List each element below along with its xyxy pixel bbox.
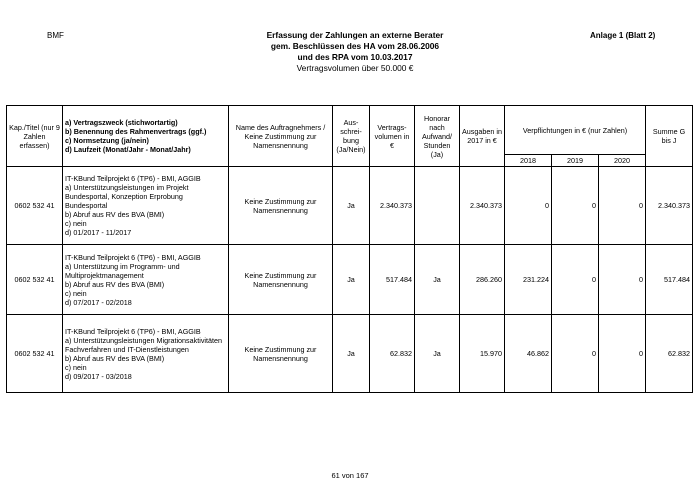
col-vertragszweck-header: [63, 106, 229, 167]
title-line-3: und des RPA vom 10.03.2017: [297, 52, 413, 62]
cell-2019: 0: [552, 167, 599, 245]
cell-volumen: 517.484: [370, 245, 415, 315]
ministry-label: BMF: [47, 31, 64, 40]
cell-desc: [63, 245, 229, 315]
desc-line: a) Unterstützung im Programm- und Multiprojektmanagement: [65, 261, 180, 280]
cell-ausgaben: 2.340.373: [460, 167, 505, 245]
table-row: [7, 245, 693, 315]
desc-line: d) 01/2017 - 11/2017: [65, 228, 132, 237]
col-ausschreibung-header: Aus-schrei-bung (Ja/Nein): [333, 106, 370, 167]
col-zweck-a: a) Vertragszweck (stichwortartig): [65, 118, 178, 127]
cell-summe: 2.340.373: [646, 167, 693, 245]
cell-honorar: Ja: [415, 315, 460, 393]
desc-line: c) nein: [65, 288, 87, 298]
col-zweck-d: d) Laufzeit (Monat/Jahr - Monat/Jahr): [65, 145, 191, 154]
cell-desc: [63, 167, 229, 245]
table-row: [7, 167, 693, 245]
col-year-2020: 2020: [599, 155, 646, 167]
cell-ausschreibung: Ja: [333, 167, 370, 245]
col-year-2018: 2018: [505, 155, 552, 167]
desc-line: b) Abruf aus RV des BVA (BMI): [65, 210, 165, 219]
col-verpflichtungen-header: Verpflichtungen in € (nur Zahlen): [505, 106, 646, 155]
desc-line: a) Unterstützungsleistungen Migrationsaktivitäten Fachverfahren und IT-Dienstleistungen: [65, 335, 223, 354]
cell-2018: 46.862: [505, 315, 552, 393]
cell-2018: 0: [505, 167, 552, 245]
cell-volumen: 2.340.373: [370, 167, 415, 245]
cell-summe: 62.832: [646, 315, 693, 393]
desc-line: IT-KBund Teilprojekt 6 (TP6) - BMI, AGGIB: [65, 326, 201, 336]
cell-desc: [63, 315, 229, 393]
page-number: 61 von 167: [331, 471, 369, 480]
desc-line: c) nein: [65, 219, 87, 228]
desc-line: IT-KBund Teilprojekt 6 (TP6) - BMI, AGGIB: [65, 174, 201, 183]
cell-2020: 0: [599, 315, 646, 393]
cell-2020: 0: [599, 167, 646, 245]
title-line-2: gem. Beschlüssen des HA vom 28.06.2006: [270, 41, 440, 51]
col-honorar-header: Honorar nach Aufwand/ Stunden (Ja): [415, 106, 460, 167]
cell-kap: 0602 532 41: [7, 315, 63, 393]
appendix-label: Anlage 1 (Blatt 2): [590, 31, 656, 40]
col-zweck-c: c) Normsetzung (ja/nein): [65, 136, 149, 145]
cell-2020: 0: [599, 245, 646, 315]
table-row: [7, 315, 693, 393]
cell-ausgaben: 286.260: [460, 245, 505, 315]
col-summe-header: Summe G bis J: [646, 106, 693, 167]
col-name-header: Name des Auftragnehmers / Keine Zustimmung zur Namensnennung: [229, 106, 333, 167]
desc-line: a) Unterstützungsleistungen im Projekt Bundesportal, Konzeption Erprobung Bundesportal: [65, 183, 189, 210]
cell-name: Keine Zustimmung zur Namensnennung: [229, 167, 333, 245]
desc-line: d) 09/2017 - 03/2018: [65, 371, 132, 381]
col-zweck-b: b) Benennung des Rahmenvertrags (ggf.): [65, 127, 207, 136]
cell-volumen: 62.832: [370, 315, 415, 393]
title-line-4: Vertragsvolumen über 50.000 €: [296, 63, 414, 73]
desc-line: IT-KBund Teilprojekt 6 (TP6) - BMI, AGGIB: [65, 252, 201, 262]
cell-name: Keine Zustimmung zur Namensnennung: [229, 315, 333, 393]
payments-table: [6, 105, 693, 393]
desc-line: c) nein: [65, 362, 87, 372]
cell-summe: 517.484: [646, 245, 693, 315]
col-ausgaben-header: Ausgaben in 2017 in €: [460, 106, 505, 167]
cell-ausgaben: 15.970: [460, 315, 505, 393]
col-kap-header: Kap./Titel (nur 9 Zahlen erfassen): [7, 106, 63, 167]
cell-name: Keine Zustimmung zur Namensnennung: [229, 245, 333, 315]
desc-line: b) Abruf aus RV des BVA (BMI): [65, 353, 165, 363]
cell-ausschreibung: Ja: [333, 245, 370, 315]
cell-2018: 231.224: [505, 245, 552, 315]
cell-2019: 0: [552, 315, 599, 393]
cell-2019: 0: [552, 245, 599, 315]
desc-line: d) 07/2017 - 02/2018: [65, 297, 132, 307]
cell-honorar: [415, 167, 460, 245]
cell-kap: 0602 532 41: [7, 245, 63, 315]
cell-ausschreibung: Ja: [333, 315, 370, 393]
document-title: [200, 30, 510, 74]
desc-line: b) Abruf aus RV des BVA (BMI): [65, 279, 165, 289]
title-line-1: Erfassung der Zahlungen an externe Berater: [266, 30, 444, 40]
col-year-2019: 2019: [552, 155, 599, 167]
col-volumen-header: Vertrags-volumen in €: [370, 106, 415, 167]
cell-honorar: Ja: [415, 245, 460, 315]
cell-kap: 0602 532 41: [7, 167, 63, 245]
